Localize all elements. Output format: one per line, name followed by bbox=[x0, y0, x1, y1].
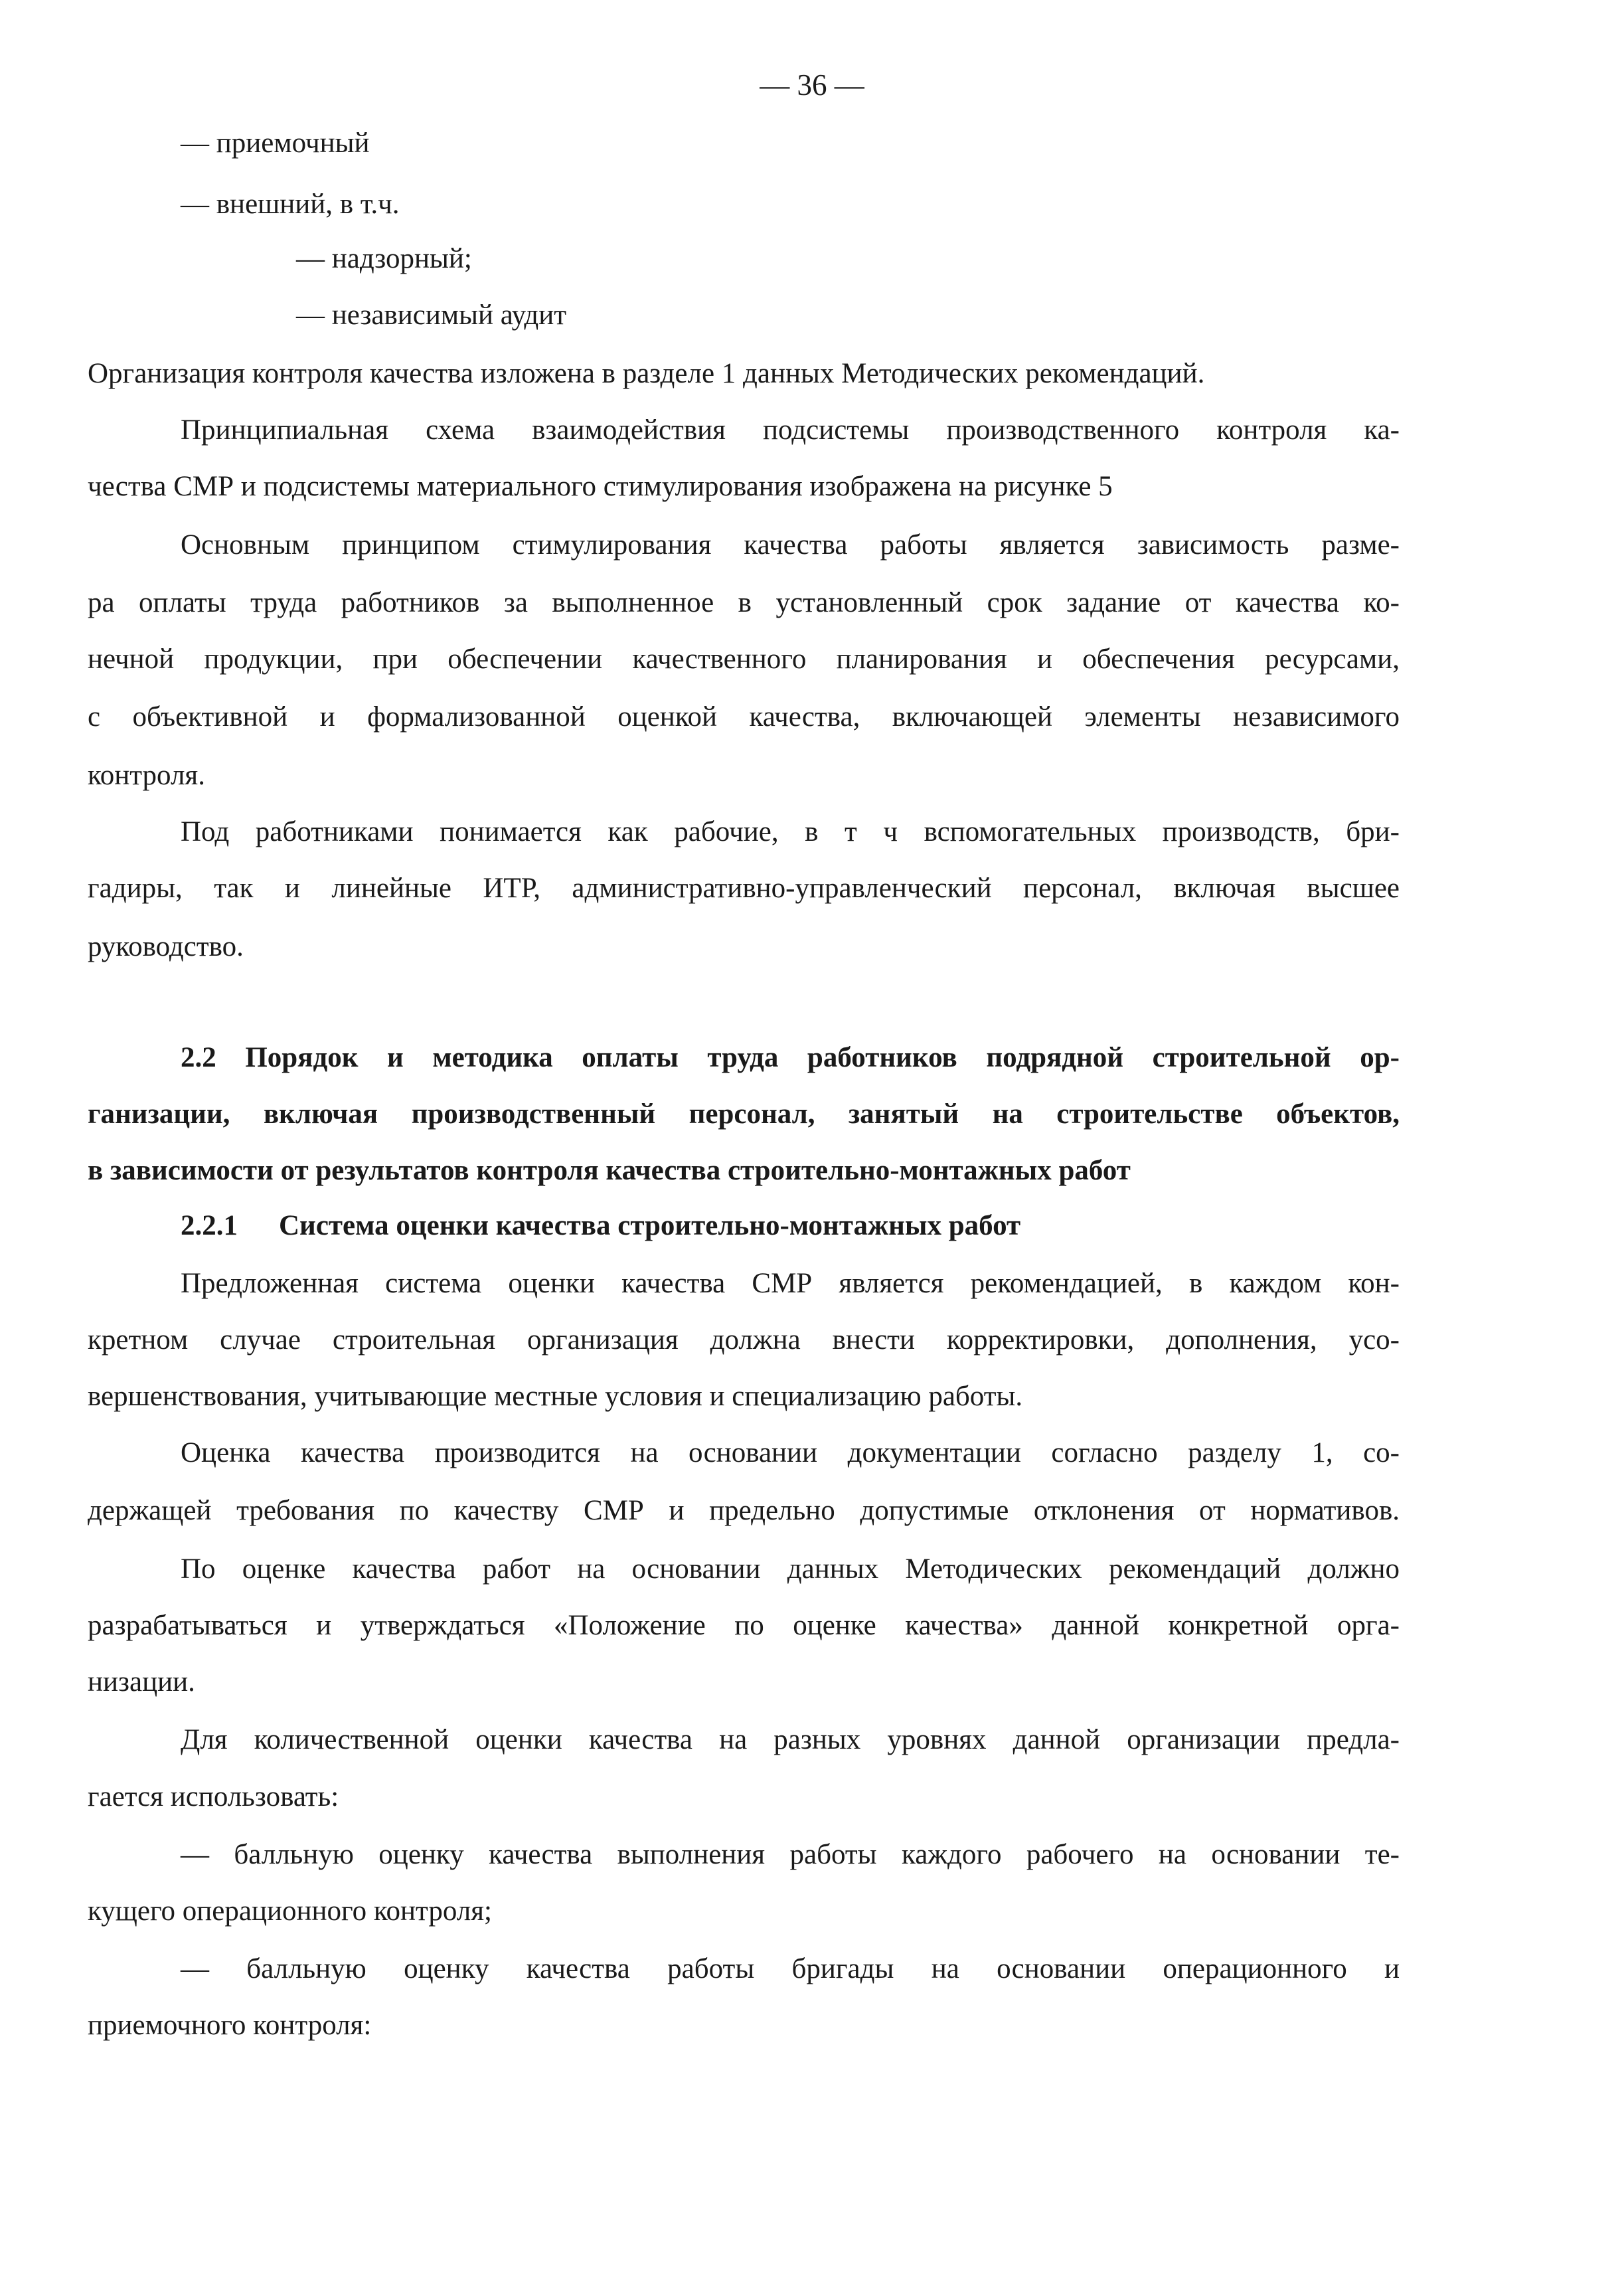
paragraph-line: кретном случае строительная организация должна внести корректировки, дополнения, усо- bbox=[88, 1324, 1400, 1355]
paragraph-organization: Организация контроля качества изложена в разделе 1 данных Методических рекомендаций. bbox=[88, 358, 1205, 389]
list-item-line: — балльную оценку качества работы бригады на основании операционного и bbox=[181, 1953, 1400, 1984]
paragraph-line: разрабатываться и утверждаться «Положение по оценке качества» данной конкретной орга- bbox=[88, 1610, 1400, 1641]
list-item-external: — внешний, в т.ч. bbox=[181, 189, 400, 220]
list-item-line: — балльную оценку качества выполнения работы каждого рабочего на основании те- bbox=[181, 1839, 1400, 1870]
paragraph-line: держащей требования по качеству СМР и предельно допустимые отклонения от нормативов. bbox=[88, 1495, 1400, 1526]
paragraph-line: ра оплаты труда работников за выполненное в установленный срок задание от качества ко- bbox=[88, 587, 1400, 618]
paragraph-line: Принципиальная схема взаимодействия подсистемы производственного контроля ка- bbox=[181, 414, 1400, 446]
list-item-line: кущего операционного контроля; bbox=[88, 1895, 492, 1927]
paragraph-line: вершенствования, учитывающие местные условия и специализацию работы. bbox=[88, 1381, 1023, 1412]
paragraph-line: нечной продукции, при обеспечении качественного планирования и обеспечения ресурсами, bbox=[88, 644, 1400, 675]
subsection-number: 2.2.1 bbox=[181, 1210, 238, 1241]
paragraph-line: низации. bbox=[88, 1666, 195, 1698]
paragraph-line: контроля. bbox=[88, 760, 205, 791]
heading-line: ганизации, включая производственный персонал, занятый на строительстве объектов, bbox=[88, 1098, 1400, 1130]
paragraph-line: Предложенная система оценки качества СМР является рекомендацией, в каждом кон- bbox=[181, 1268, 1400, 1299]
paragraph-line: Основным принципом стимулирования качества работы является зависимость разме- bbox=[181, 529, 1400, 561]
paragraph-line: Для количественной оценки качества на разных уровнях данной организации предла- bbox=[181, 1724, 1400, 1755]
list-item-line: приемочного контроля: bbox=[88, 2010, 372, 2041]
page-number: — 36 — bbox=[760, 68, 864, 102]
paragraph-line: чества СМР и подсистемы материального стимулирования изображена на рисунке 5 bbox=[88, 471, 1113, 502]
paragraph-line: руководство. bbox=[88, 931, 244, 962]
subsection-title: Система оценки качества строительно-монтажных работ bbox=[279, 1210, 1021, 1241]
paragraph-line: Оценка качества производится на основании документации согласно разделу 1, со- bbox=[181, 1437, 1400, 1468]
paragraph-line: с объективной и формализованной оценкой качества, включающей элементы независимого bbox=[88, 701, 1400, 733]
list-item-acceptance: — приемочный bbox=[181, 128, 370, 159]
paragraph-line: гается использовать: bbox=[88, 1781, 339, 1812]
paragraph-line: По оценке качества работ на основании данных Методических рекомендаций должно bbox=[181, 1553, 1400, 1585]
list-subitem-supervisory: — надзорный; bbox=[296, 243, 472, 274]
list-subitem-independent-audit: — независимый аудит bbox=[296, 300, 567, 331]
heading-line: в зависимости от результатов контроля качества строительно-монтажных работ bbox=[88, 1155, 1131, 1186]
paragraph-line: гадиры, так и линейные ИТР, административно-управленческий персонал, включая высшее bbox=[88, 873, 1400, 904]
heading-line: 2.2 Порядок и методика оплаты труда работников подрядной строительной ор- bbox=[181, 1042, 1400, 1073]
paragraph-line: Под работниками понимается как рабочие, в т ч вспомогательных производств, бри- bbox=[181, 816, 1400, 847]
